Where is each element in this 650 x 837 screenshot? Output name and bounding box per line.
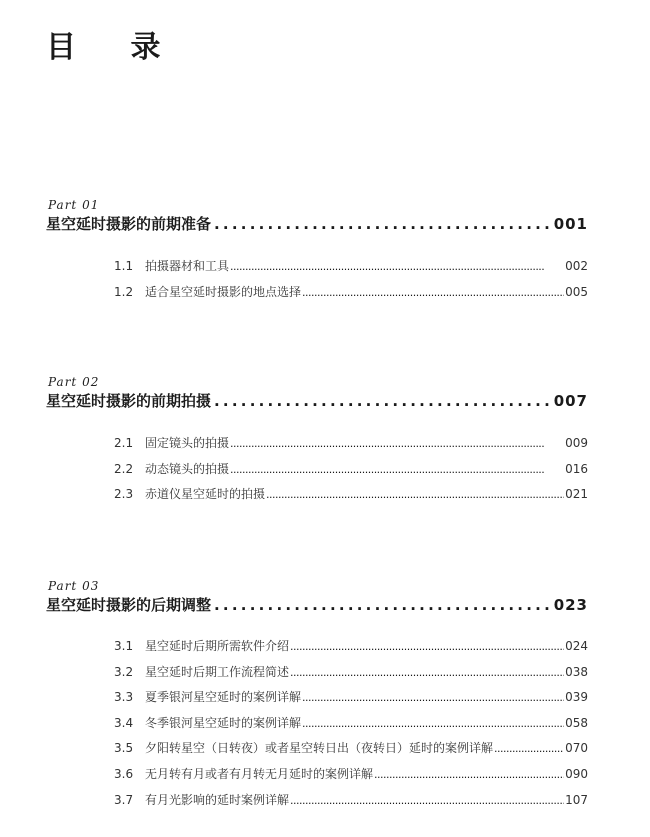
entry-title: 赤道仪星空延时的拍摄 xyxy=(145,487,266,502)
entry-title: 星空延时后期所需软件介绍 xyxy=(145,639,290,653)
toc-entry[interactable] xyxy=(114,736,588,762)
entry-title: 动态镜头的拍摄 xyxy=(145,461,230,476)
toc-title: 目 录 xyxy=(46,30,183,65)
entry-page-number: 021 xyxy=(565,487,588,502)
dot-leader xyxy=(302,685,564,711)
part-title: 星空延时摄影的前期拍摄 xyxy=(46,392,212,410)
entry-page-number: 090 xyxy=(565,766,588,781)
part-page-number: 001 xyxy=(553,215,588,233)
dot-leader xyxy=(302,280,564,306)
entry-page-number: 107 xyxy=(565,792,588,807)
dot-leader xyxy=(494,736,564,762)
entry-title: 夕阳转星空（日转夜）或者星空转日出（夜转日）延时的案例详解 xyxy=(145,741,494,756)
entry-number: 2.1 xyxy=(114,436,134,450)
part-heading-row[interactable] xyxy=(46,213,588,235)
dot-leader xyxy=(230,457,564,483)
dot-leader xyxy=(230,254,564,280)
part-title: 星空延时摄影的后期调整 xyxy=(46,596,212,614)
entry-title: 适合星空延时摄影的地点选择 xyxy=(145,284,302,299)
dot-leader xyxy=(302,711,564,737)
toc-entry[interactable] xyxy=(114,280,588,306)
toc-entry[interactable] xyxy=(114,762,588,788)
entry-page-number: 058 xyxy=(565,715,588,730)
entry-number: 3.7 xyxy=(114,792,134,807)
dot-leader xyxy=(290,788,564,814)
entry-list xyxy=(114,634,588,813)
entry-page-number: 009 xyxy=(565,436,588,450)
entry-page-number: 070 xyxy=(565,741,588,756)
entry-page-number: 005 xyxy=(565,284,588,299)
toc-entry[interactable] xyxy=(114,711,588,737)
toc-entry[interactable] xyxy=(114,482,588,508)
entry-number: 3.2 xyxy=(114,664,134,679)
toc-entry[interactable] xyxy=(114,685,588,711)
dot-leader xyxy=(374,762,564,788)
dot-leader xyxy=(230,431,564,457)
entry-number: 2.2 xyxy=(114,461,134,476)
entry-page-number: 002 xyxy=(565,259,588,273)
part-label: Part 02 xyxy=(48,375,100,389)
toc-entry[interactable] xyxy=(114,660,588,686)
toc-entry[interactable] xyxy=(114,457,588,483)
part-page-number: 023 xyxy=(553,596,588,614)
entry-number: 2.3 xyxy=(114,487,134,502)
dot-leader xyxy=(214,213,551,235)
entry-title: 无月转有月或者有月转无月延时的案例详解 xyxy=(145,766,374,781)
entry-number: 1.2 xyxy=(114,284,134,299)
dot-leader xyxy=(266,482,564,508)
entry-number: 3.6 xyxy=(114,766,134,781)
entry-number: 1.1 xyxy=(114,259,134,273)
entry-title: 拍摄器材和工具 xyxy=(145,259,230,273)
entry-title: 夏季银河星空延时的案例详解 xyxy=(145,690,302,705)
entry-list xyxy=(114,431,588,508)
entry-title: 冬季银河星空延时的案例详解 xyxy=(145,715,302,730)
entry-page-number: 038 xyxy=(565,664,588,679)
dot-leader xyxy=(290,660,564,686)
entry-title: 有月光影响的延时案例详解 xyxy=(145,792,290,807)
entry-number: 3.3 xyxy=(114,690,134,705)
entry-page-number: 016 xyxy=(565,461,588,476)
toc-entry[interactable] xyxy=(114,788,588,814)
entry-number: 3.1 xyxy=(114,639,134,653)
part-heading-row[interactable] xyxy=(46,390,588,412)
part-title: 星空延时摄影的前期准备 xyxy=(46,215,212,233)
entry-title: 固定镜头的拍摄 xyxy=(145,436,230,450)
part-label: Part 03 xyxy=(48,579,100,593)
toc-entry[interactable] xyxy=(114,431,588,457)
entry-page-number: 039 xyxy=(565,690,588,705)
entry-title: 星空延时后期工作流程简述 xyxy=(145,664,290,679)
part-heading-row[interactable] xyxy=(46,594,588,616)
part-page-number: 007 xyxy=(553,392,588,410)
entry-list xyxy=(114,254,588,305)
dot-leader xyxy=(290,634,564,660)
entry-page-number: 024 xyxy=(565,639,588,653)
dot-leader xyxy=(214,390,551,412)
entry-number: 3.5 xyxy=(114,741,134,756)
toc-entry[interactable] xyxy=(114,634,588,660)
part-label: Part 01 xyxy=(48,198,100,212)
dot-leader xyxy=(214,594,551,616)
entry-number: 3.4 xyxy=(114,715,134,730)
toc-entry[interactable] xyxy=(114,254,588,280)
